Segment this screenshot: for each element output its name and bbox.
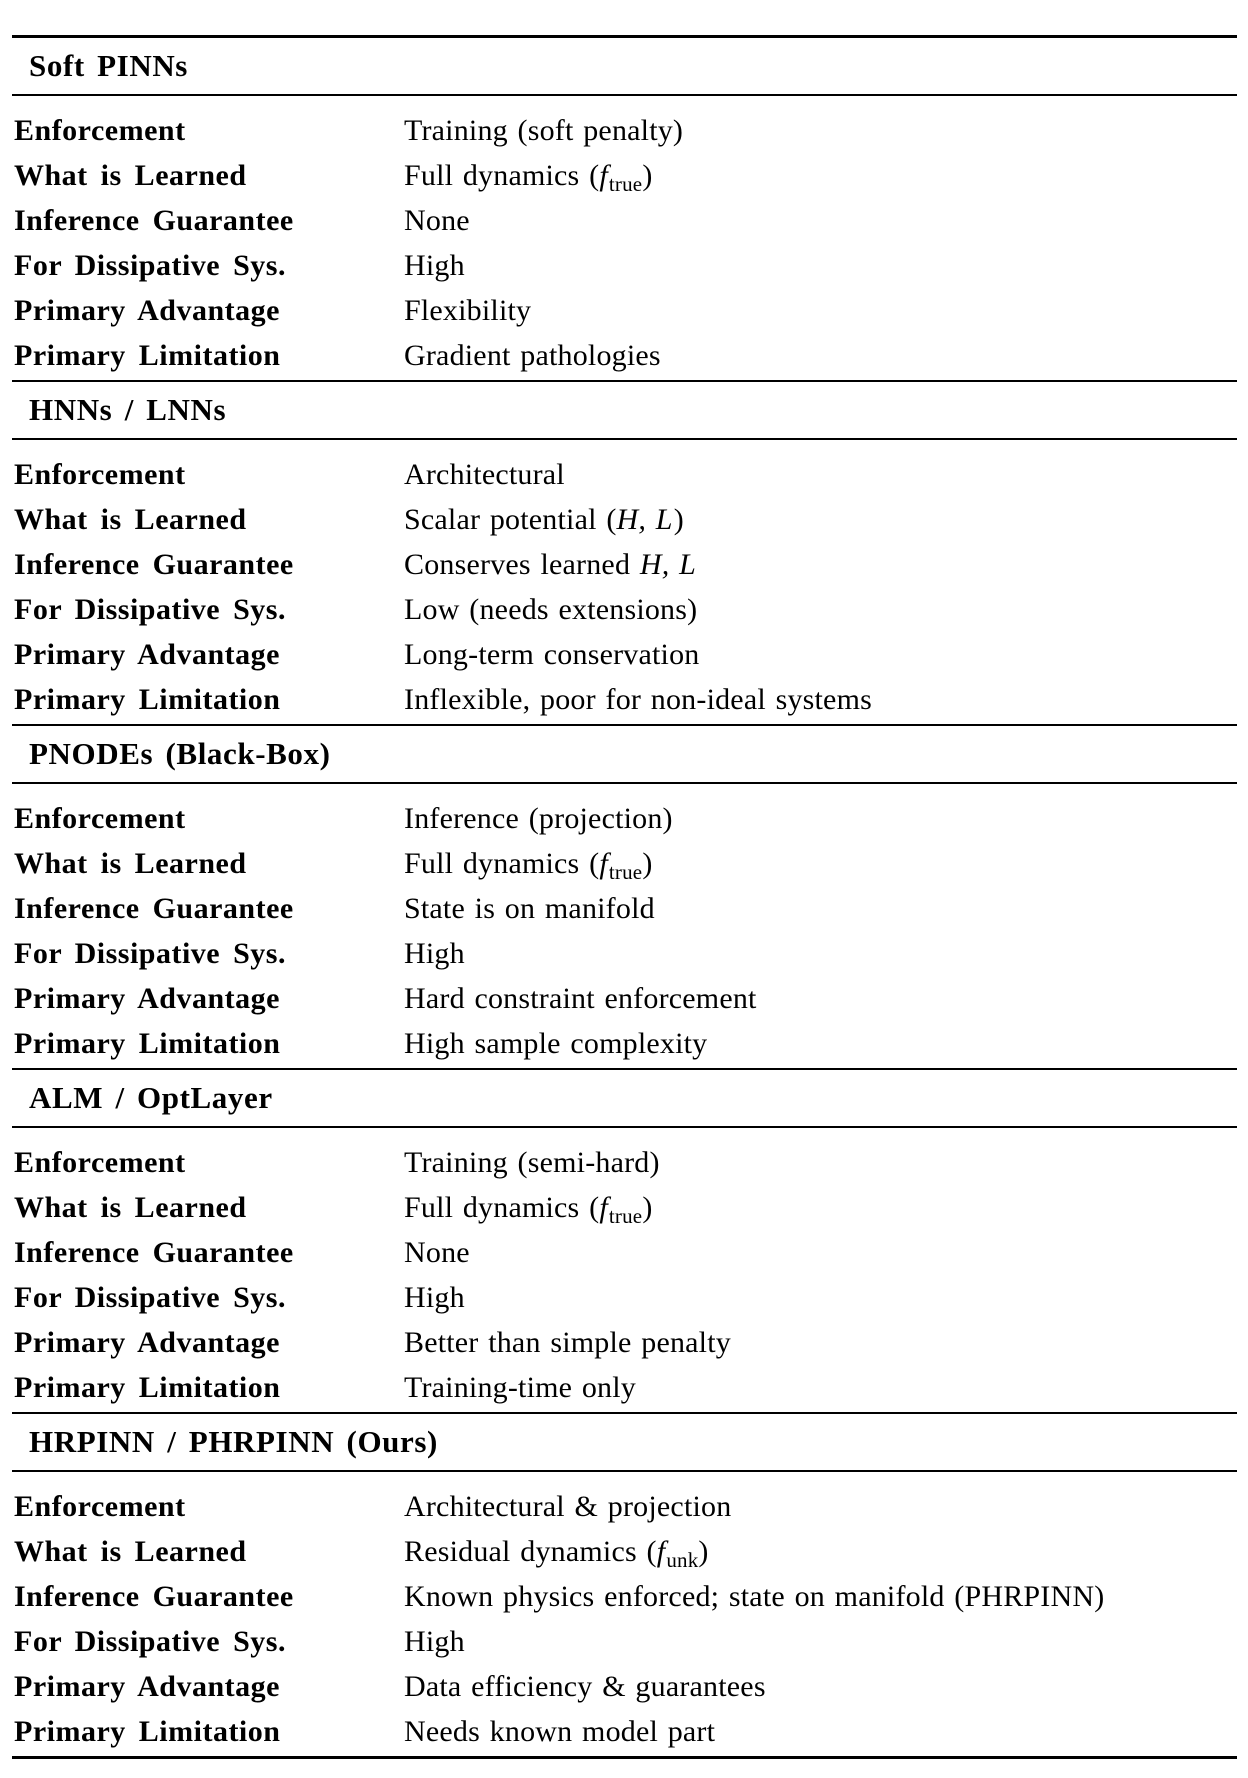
row-for-dissipative-sys: [12, 1619, 1237, 1664]
row-label: Enforcement: [14, 457, 186, 491]
row-inference-guarantee: [12, 198, 1237, 243]
section-hnns-lnns: [12, 380, 1237, 724]
row-label: Enforcement: [14, 1145, 186, 1179]
row-value: Residual dynamics $(f_{unk})$: [404, 1534, 709, 1572]
row-what-is-learned: [12, 1185, 1237, 1230]
row-label: Inference Guarantee: [14, 1235, 294, 1269]
row-label: Primary Limitation: [14, 338, 281, 372]
row-label: Primary Advantage: [14, 637, 280, 671]
row-label: What is Learned: [14, 1190, 247, 1224]
row-primary-advantage: [12, 1320, 1237, 1365]
row-label: Primary Advantage: [14, 1669, 280, 1703]
row-primary-limitation: [12, 333, 1237, 378]
row-value: Training-time only: [404, 1370, 636, 1404]
row-value: High: [404, 248, 465, 282]
row-label: Inference Guarantee: [14, 547, 294, 581]
row-for-dissipative-sys: [12, 243, 1237, 288]
row-value: State is on manifold: [404, 891, 655, 925]
row-inference-guarantee: [12, 1230, 1237, 1275]
row-inference-guarantee: [12, 542, 1237, 587]
row-label: Primary Advantage: [14, 293, 280, 327]
row-for-dissipative-sys: [12, 931, 1237, 976]
row-what-is-learned: [12, 841, 1237, 886]
row-value: Flexibility: [404, 293, 532, 327]
row-value: Gradient pathologies: [404, 338, 661, 372]
row-value: Known physics enforced; state on manifold (PHRPINN): [404, 1579, 1105, 1613]
row-value: None: [404, 1235, 470, 1269]
row-label: Primary Limitation: [14, 1370, 281, 1404]
row-label: Inference Guarantee: [14, 891, 294, 925]
row-enforcement: [12, 1140, 1237, 1185]
row-primary-limitation: [12, 677, 1237, 722]
row-enforcement: [12, 796, 1237, 841]
row-value: Inflexible, poor for non-ideal systems: [404, 682, 872, 716]
section-rows: [12, 1472, 1237, 1756]
row-value: Architectural: [404, 457, 565, 491]
row-label: What is Learned: [14, 1534, 247, 1568]
section-alm-optlayer: [12, 1068, 1237, 1412]
section-title: ALM / OptLayer: [12, 1070, 1237, 1128]
row-primary-advantage: [12, 976, 1237, 1021]
row-label: Primary Advantage: [14, 981, 280, 1015]
row-value: Low (needs extensions): [404, 592, 698, 626]
row-inference-guarantee: [12, 886, 1237, 931]
row-value: Hard constraint enforcement: [404, 981, 757, 1015]
row-label: Inference Guarantee: [14, 203, 294, 237]
row-primary-limitation: [12, 1365, 1237, 1410]
row-primary-limitation: [12, 1021, 1237, 1066]
row-what-is-learned: [12, 153, 1237, 198]
row-for-dissipative-sys: [12, 1275, 1237, 1320]
row-inference-guarantee: [12, 1574, 1237, 1619]
row-value: Better than simple penalty: [404, 1325, 731, 1359]
row-primary-limitation: [12, 1709, 1237, 1754]
row-label: Enforcement: [14, 801, 186, 835]
row-label: For Dissipative Sys.: [14, 1280, 286, 1314]
row-primary-advantage: [12, 632, 1237, 677]
row-label: For Dissipative Sys.: [14, 592, 286, 626]
section-rows: [12, 784, 1237, 1068]
row-label: For Dissipative Sys.: [14, 248, 286, 282]
comparison-table: [12, 35, 1237, 1759]
row-value: Scalar potential (H, L): [404, 502, 684, 536]
row-label: Primary Limitation: [14, 1714, 281, 1748]
row-primary-advantage: [12, 288, 1237, 333]
section-title: HNNs / LNNs: [12, 382, 1237, 440]
row-label: Primary Advantage: [14, 1325, 280, 1359]
row-value: High: [404, 936, 465, 970]
row-label: Enforcement: [14, 113, 186, 147]
row-value: High sample complexity: [404, 1026, 708, 1060]
row-value: Full dynamics $(f_{true})$: [404, 1190, 653, 1228]
row-what-is-learned: [12, 497, 1237, 542]
row-value: Architectural & projection: [404, 1489, 732, 1523]
row-label: What is Learned: [14, 846, 247, 880]
section-rows: [12, 96, 1237, 380]
section-soft-pinns: [12, 38, 1237, 380]
row-value: None: [404, 203, 470, 237]
section-title: HRPINN / PHRPINN (Ours): [12, 1414, 1237, 1472]
row-label: Primary Limitation: [14, 682, 281, 716]
row-enforcement: [12, 452, 1237, 497]
section-rows: [12, 1128, 1237, 1412]
section-title: PNODEs (Black-Box): [12, 726, 1237, 784]
row-primary-advantage: [12, 1664, 1237, 1709]
row-value: Training (semi-hard): [404, 1145, 660, 1179]
section-hrpinn-phrpinn-ours: [12, 1412, 1237, 1756]
row-value: Training (soft penalty): [404, 113, 684, 147]
row-value: Full dynamics $(f_{true})$: [404, 846, 653, 884]
row-value: Full dynamics $(f_{true})$: [404, 158, 653, 196]
row-value: Inference (projection): [404, 801, 673, 835]
row-enforcement: [12, 1484, 1237, 1529]
row-label: Enforcement: [14, 1489, 186, 1523]
row-label: What is Learned: [14, 158, 247, 192]
row-value: Needs known model part: [404, 1714, 716, 1748]
row-value: High: [404, 1624, 465, 1658]
row-label: For Dissipative Sys.: [14, 936, 286, 970]
row-label: Inference Guarantee: [14, 1579, 294, 1613]
row-label: What is Learned: [14, 502, 247, 536]
section-pnodes-black-box: [12, 724, 1237, 1068]
row-value: Data efficiency & guarantees: [404, 1669, 766, 1703]
row-value: High: [404, 1280, 465, 1314]
row-label: For Dissipative Sys.: [14, 1624, 286, 1658]
row-enforcement: [12, 108, 1237, 153]
section-title: Soft PINNs: [12, 38, 1237, 96]
row-value: Conserves learned H, L: [404, 547, 697, 581]
row-value: Long-term conservation: [404, 637, 700, 671]
section-rows: [12, 440, 1237, 724]
row-label: Primary Limitation: [14, 1026, 281, 1060]
row-for-dissipative-sys: [12, 587, 1237, 632]
row-what-is-learned: [12, 1529, 1237, 1574]
